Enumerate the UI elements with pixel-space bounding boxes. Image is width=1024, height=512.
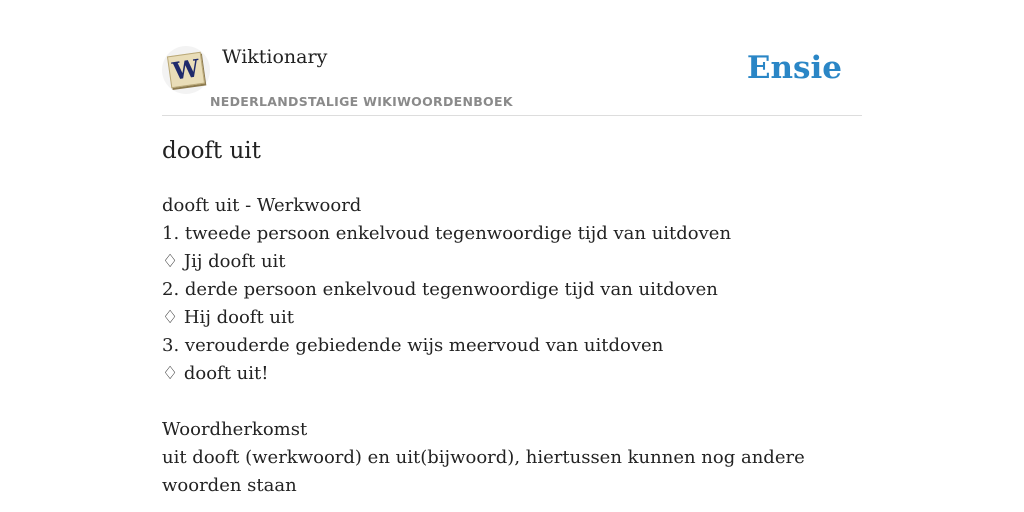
definition-1: 1. tweede persoon enkelvoud tegenwoordige tijd van uitdoven [162, 223, 732, 244]
site-name[interactable]: Wiktionary [222, 46, 328, 68]
page-title: dooft uit [162, 138, 261, 164]
definition-2: 2. derde persoon enkelvoud tegenwoordige tijd van uitdoven [162, 279, 718, 300]
spacer [162, 388, 862, 416]
wiktionary-logo[interactable] [162, 46, 210, 94]
entry-heading: dooft uit - Werkwoord [162, 195, 362, 216]
example-2: ♢ Hij dooft uit [162, 307, 295, 328]
etymology-heading: Woordherkomst [162, 419, 308, 440]
example-1: ♢ Jij dooft uit [162, 251, 286, 272]
definition-3: 3. verouderde gebiedende wijs meervoud van uitdoven [162, 335, 664, 356]
example-3: ♢ dooft uit! [162, 363, 269, 384]
ensie-brand-link[interactable]: Ensie [746, 50, 842, 86]
site-tagline: NEDERLANDSTALIGE WIKIWOORDENBOEK [210, 94, 513, 109]
wiktionary-logo-icon: W [167, 52, 205, 88]
page [162, 0, 862, 496]
site-header [162, 0, 862, 116]
entry-content [162, 192, 862, 500]
etymology-text: uit dooft (werkwoord) en uit(bijwoord), hiertussen kunnen nog andere woorden staan [162, 447, 805, 496]
